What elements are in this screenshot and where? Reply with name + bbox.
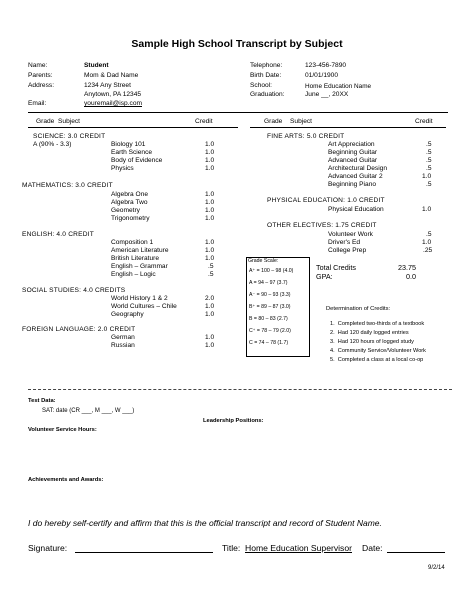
social-credit-3: 1.0 bbox=[205, 311, 215, 318]
english-credit-3: 1.0 bbox=[205, 255, 215, 262]
english-subject-2: American Literature bbox=[111, 247, 169, 254]
right-credit-header: Credit bbox=[415, 118, 433, 125]
school-value: Home Education Name bbox=[305, 83, 372, 90]
science-grade-1: A (90% - 3.3) bbox=[33, 141, 72, 148]
arts-subject-4: Architectural Design bbox=[328, 165, 388, 172]
address-line1: 1234 Any Street bbox=[84, 82, 131, 89]
arts-credit-6: .5 bbox=[426, 181, 432, 188]
right-header-underline bbox=[250, 127, 446, 128]
science-subject-4: Physics bbox=[111, 165, 134, 172]
section-title-math: MATHEMATICS: 3.0 CREDIT bbox=[22, 182, 113, 189]
signature-label: Signature: bbox=[28, 543, 68, 553]
elective-subject-2: Driver's Ed bbox=[328, 239, 361, 246]
math-credit-1: 1.0 bbox=[205, 191, 215, 198]
certification-statement: I do hereby self-certify and affirm that this is the official transcript and record of Student Name. bbox=[28, 518, 382, 528]
arts-subject-3: Advanced Guitar bbox=[328, 157, 378, 164]
arts-subject-1: Art Appreciation bbox=[328, 141, 375, 148]
arts-credit-5: 1.0 bbox=[422, 173, 432, 180]
elective-credit-1: .5 bbox=[426, 231, 432, 238]
telephone-value: 123-456-7890 bbox=[305, 62, 347, 69]
section-title-fine-arts: FINE ARTS: 5.0 CREDIT bbox=[267, 133, 345, 140]
gpa-label: GPA: bbox=[316, 272, 333, 281]
grade-scale-item: C⁺ = 78 – 79 (2.0) bbox=[249, 328, 291, 334]
english-subject-1: Composition 1 bbox=[111, 239, 154, 246]
section-divider bbox=[28, 389, 452, 390]
email-label: Email: bbox=[28, 100, 47, 107]
left-subject-header: Subject bbox=[58, 118, 80, 125]
grade-scale-item: A = 94 – 97 (3.7) bbox=[249, 280, 288, 286]
test-data-label: Test Data: bbox=[28, 398, 56, 404]
math-subject-4: Trigonometry bbox=[111, 215, 150, 222]
language-subject-1: German bbox=[111, 334, 135, 341]
english-credit-5: .5 bbox=[208, 271, 214, 278]
social-credit-2: 1.0 bbox=[205, 303, 215, 310]
pe-subject-1: Physical Education bbox=[328, 206, 384, 213]
determination-item: 1. Completed two-thirds of a textbook bbox=[330, 321, 425, 327]
right-subject-header: Subject bbox=[290, 118, 312, 125]
elective-credit-2: 1.0 bbox=[422, 239, 432, 246]
graduation-label: Graduation: bbox=[250, 91, 285, 98]
english-credit-4: .5 bbox=[208, 263, 214, 270]
english-subject-4: English – Grammar bbox=[111, 263, 168, 270]
language-credit-1: 1.0 bbox=[205, 334, 215, 341]
school-label: School: bbox=[250, 82, 272, 89]
science-credit-2: 1.0 bbox=[205, 149, 215, 156]
email-link[interactable]: youremail@isp.com bbox=[84, 100, 142, 107]
grade-scale-item: B⁺ = 89 – 87 (3.0) bbox=[249, 304, 291, 310]
math-credit-3: 1.0 bbox=[205, 207, 215, 214]
determination-title: Determination of Credits: bbox=[326, 306, 391, 312]
total-credits-label: Total Credits bbox=[316, 263, 356, 272]
arts-subject-5: Advanced Guitar 2 bbox=[328, 173, 383, 180]
left-header-underline bbox=[28, 127, 238, 128]
parents-value: Mom & Dad Name bbox=[84, 72, 139, 79]
name-value: Student bbox=[84, 62, 109, 69]
arts-credit-1: .5 bbox=[426, 141, 432, 148]
header-divider bbox=[28, 112, 448, 113]
science-credit-1: 1.0 bbox=[205, 141, 215, 148]
arts-subject-6: Beginning Piano bbox=[328, 181, 377, 188]
parents-label: Parents: bbox=[28, 72, 53, 79]
birth-value: 01/01/1900 bbox=[305, 72, 339, 79]
gpa-value: 0.0 bbox=[406, 272, 416, 281]
arts-credit-2: .5 bbox=[426, 149, 432, 156]
elective-subject-3: College Prep bbox=[328, 247, 367, 254]
footer-date: 9/2/14 bbox=[428, 565, 445, 571]
elective-credit-3: .25 bbox=[423, 247, 433, 254]
left-grade-header: Grade bbox=[36, 118, 55, 125]
achievements-label: Achievements and Awards: bbox=[28, 477, 104, 483]
social-subject-1: World History 1 & 2 bbox=[111, 295, 168, 302]
section-title-english: ENGLISH: 4.0 CREDIT bbox=[22, 231, 94, 238]
determination-item: 2. Had 120 daily logged entries bbox=[330, 330, 409, 336]
section-title-phys-ed: PHYSICAL EDUCATION: 1.0 CREDIT bbox=[267, 197, 385, 204]
grade-scale-item: A⁻ = 90 – 93 (3.3) bbox=[249, 292, 291, 298]
science-subject-2: Earth Science bbox=[111, 149, 153, 156]
page-title: Sample High School Transcript by Subject bbox=[131, 38, 343, 50]
section-title-foreign-language: FOREIGN LANGUAGE: 2.0 CREDIT bbox=[22, 326, 136, 333]
name-label: Name: bbox=[28, 62, 48, 69]
date-line[interactable] bbox=[387, 552, 445, 553]
determination-item: 3. Had 120 hours of logged study bbox=[330, 339, 414, 345]
arts-credit-3: .5 bbox=[426, 157, 432, 164]
math-credit-2: 1.0 bbox=[205, 199, 215, 206]
date-label: Date: bbox=[362, 543, 383, 553]
science-credit-3: 1.0 bbox=[205, 157, 215, 164]
math-subject-1: Algebra One bbox=[111, 191, 149, 198]
title-label: Title: bbox=[222, 543, 241, 553]
right-grade-header: Grade bbox=[264, 118, 283, 125]
math-credit-4: 1.0 bbox=[205, 215, 215, 222]
signature-line[interactable] bbox=[75, 552, 213, 553]
graduation-value: June __, 20XX bbox=[305, 91, 349, 98]
english-subject-5: English – Logic bbox=[111, 271, 156, 278]
leadership-label: Leadership Positions: bbox=[203, 418, 264, 424]
language-subject-2: Russian bbox=[111, 342, 135, 349]
title-value: Home Education Supervisor bbox=[245, 543, 352, 553]
left-credit-header: Credit bbox=[195, 118, 213, 125]
elective-subject-1: Volunteer Work bbox=[328, 231, 373, 238]
telephone-label: Telephone: bbox=[250, 62, 283, 69]
english-subject-3: British Literature bbox=[111, 255, 160, 262]
science-subject-3: Body of Evidence bbox=[111, 157, 163, 164]
social-credit-1: 2.0 bbox=[205, 295, 215, 302]
social-subject-3: Geography bbox=[111, 311, 144, 318]
grade-scale-item: C = 74 – 78 (1.7) bbox=[249, 340, 289, 346]
volunteer-hours-label: Volunteer Service Hours: bbox=[28, 427, 97, 433]
english-credit-1: 1.0 bbox=[205, 239, 215, 246]
science-subject-1: Biology 101 bbox=[111, 141, 146, 148]
total-credits-value: 23.75 bbox=[398, 263, 416, 272]
pe-credit-1: 1.0 bbox=[422, 206, 432, 213]
math-subject-2: Algebra Two bbox=[111, 199, 148, 206]
birth-label: Birth Date: bbox=[250, 72, 282, 79]
sat-line: SAT: date (CR ___, M ___, W ___) bbox=[42, 408, 135, 414]
math-subject-3: Geometry bbox=[111, 207, 140, 214]
grade-scale-item: B = 80 – 83 (2.7) bbox=[249, 316, 288, 322]
address-line2: Anytown, PA 12345 bbox=[84, 91, 142, 98]
language-credit-2: 1.0 bbox=[205, 342, 215, 349]
social-subject-2: World Cultures – Chile bbox=[111, 303, 177, 310]
section-title-social-studies: SOCIAL STUDIES: 4.0 CREDITS bbox=[22, 287, 126, 294]
english-credit-2: 1.0 bbox=[205, 247, 215, 254]
address-label: Address: bbox=[28, 82, 55, 89]
determination-item: 5. Completed a class at a local co-op bbox=[330, 357, 424, 363]
section-title-electives: OTHER ELECTIVES: 1.75 CREDIT bbox=[267, 222, 377, 229]
determination-item: 4. Community Service/Volunteer Work bbox=[330, 348, 426, 354]
arts-credit-4: .5 bbox=[426, 165, 432, 172]
section-title-science: SCIENCE: 3.0 CREDIT bbox=[33, 133, 106, 140]
grade-scale-title: Grade Scale: bbox=[248, 258, 279, 264]
grade-scale-item: A⁺ = 100 – 98 (4.0) bbox=[249, 268, 294, 274]
arts-subject-2: Beginning Guitar bbox=[328, 149, 378, 156]
science-credit-4: 1.0 bbox=[205, 165, 215, 172]
